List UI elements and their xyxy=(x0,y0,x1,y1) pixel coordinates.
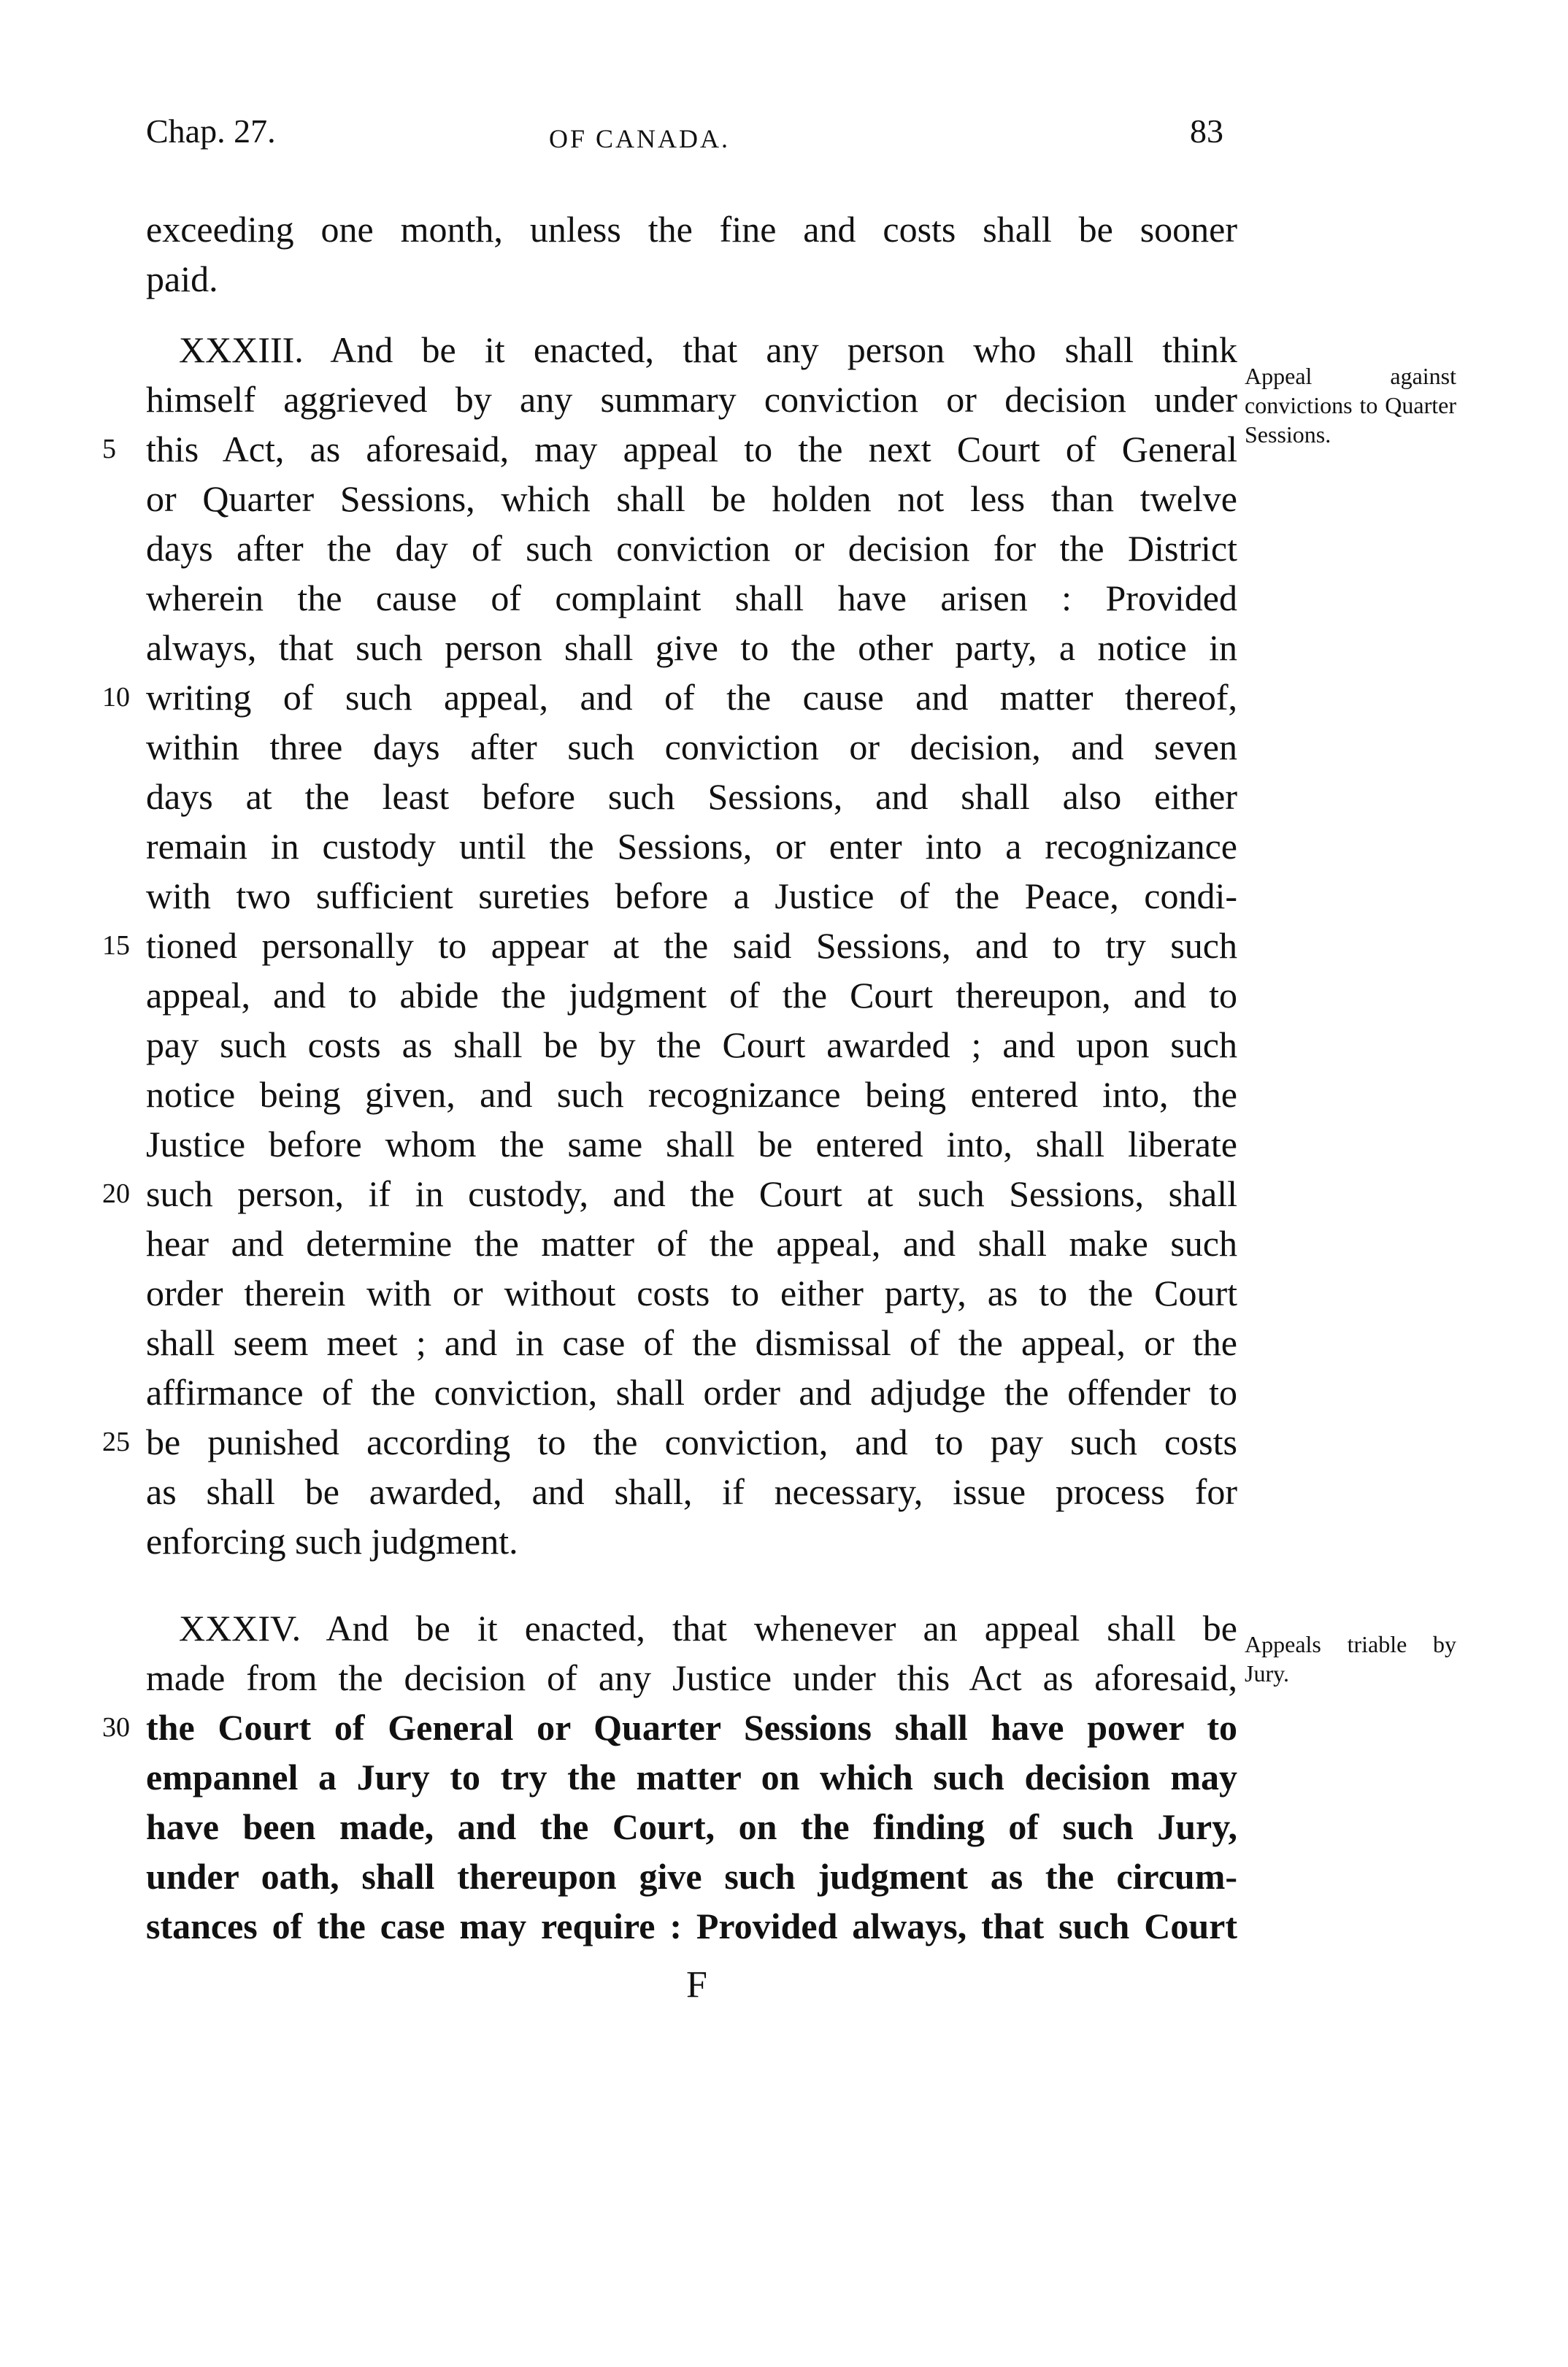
page-number: 83 xyxy=(1190,112,1223,150)
section-xxxiv-heading-line: XXXIV. And be it enacted, that whenever an appeal shall be xyxy=(179,1608,1237,1649)
text-line: order therein with or without costs to either party, as to the Court xyxy=(146,1273,1237,1313)
line-number: 10 xyxy=(102,682,130,713)
text-line: days at the least before such Sessions, and shall also either xyxy=(146,776,1237,817)
text-line: with two sufficient sureties before a Justice of the Peace, condi- xyxy=(146,875,1237,916)
text-line: or Quarter Sessions, which shall be holden not less than twelve xyxy=(146,478,1237,519)
line-number: 25 xyxy=(102,1427,130,1457)
text-line: stances of the case may require : Provided always, that such Court xyxy=(146,1906,1237,1946)
text-line: this Act, as aforesaid, may appeal to the next Court of General xyxy=(146,429,1237,469)
marginal-note-appeals-triable-by-jury: Appeals triable by Jury. xyxy=(1245,1631,1456,1687)
line-number: 15 xyxy=(102,930,130,961)
running-head-title: OF CANADA. xyxy=(549,124,731,153)
line-number: 5 xyxy=(102,434,116,464)
text-line: appeal, and to abide the judgment of the Court thereupon, and to xyxy=(146,975,1237,1016)
text-line: tioned personally to appear at the said Sessions, and to try such xyxy=(146,925,1237,966)
section-xxxiii-heading-line: XXXIII. And be it enacted, that any person who shall think xyxy=(179,329,1237,370)
text-line: days after the day of such conviction or decision for the District xyxy=(146,528,1237,569)
text-line: affirmance of the conviction, shall order and adjudge the offender to xyxy=(146,1372,1237,1413)
marginal-note-appeal-against-convictions: Appeal against convictions to Quarter Sessions. xyxy=(1245,363,1456,448)
text-line: under oath, shall thereupon give such judgment as the circum- xyxy=(146,1856,1237,1897)
text-line: paid. xyxy=(146,258,218,299)
text-line: notice being given, and such recognizance being entered into, the xyxy=(146,1074,1237,1115)
text-line: the Court of General or Quarter Sessions shall have power to xyxy=(146,1707,1237,1748)
text-line: writing of such appeal, and of the cause and matter thereof, xyxy=(146,677,1237,718)
text-line: pay such costs as shall be by the Court awarded ; and upon such xyxy=(146,1024,1237,1065)
text-line: as shall be awarded, and shall, if necessary, issue process for xyxy=(146,1471,1237,1512)
text-line: Justice before whom the same shall be entered into, shall liberate xyxy=(146,1124,1237,1165)
text-line: be punished according to the conviction, and to pay such costs xyxy=(146,1422,1237,1462)
text-line: himself aggrieved by any summary conviction or decision under xyxy=(146,379,1237,420)
text-line: hear and determine the matter of the appeal, and shall make such xyxy=(146,1223,1237,1264)
text-line: wherein the cause of complaint shall have arisen : Provided xyxy=(146,578,1237,618)
line-number: 20 xyxy=(102,1178,130,1209)
line-number: 30 xyxy=(102,1712,130,1743)
text-line: always, that such person shall give to the other party, a notice in xyxy=(146,627,1237,668)
text-line: made from the decision of any Justice under this Act as aforesaid, xyxy=(146,1657,1237,1698)
text-line: such person, if in custody, and the Court at such Sessions, shall xyxy=(146,1173,1237,1214)
text-line: within three days after such conviction or decision, and seven xyxy=(146,726,1237,767)
text-line: have been made, and the Court, on the finding of such Jury, xyxy=(146,1806,1237,1847)
text-line: remain in custody until the Sessions, or enter into a recognizance xyxy=(146,826,1237,867)
text-line: enforcing such judgment. xyxy=(146,1521,518,1562)
text-line: empannel a Jury to try the matter on which such decision may xyxy=(146,1757,1237,1798)
text-line: shall seem meet ; and in case of the dismissal of the appeal, or the xyxy=(146,1322,1237,1363)
running-head-chapter: Chap. 27. xyxy=(146,112,276,150)
text-line: exceeding one month, unless the fine and costs shall be sooner xyxy=(146,209,1237,250)
signature-mark: F xyxy=(686,1964,707,2006)
